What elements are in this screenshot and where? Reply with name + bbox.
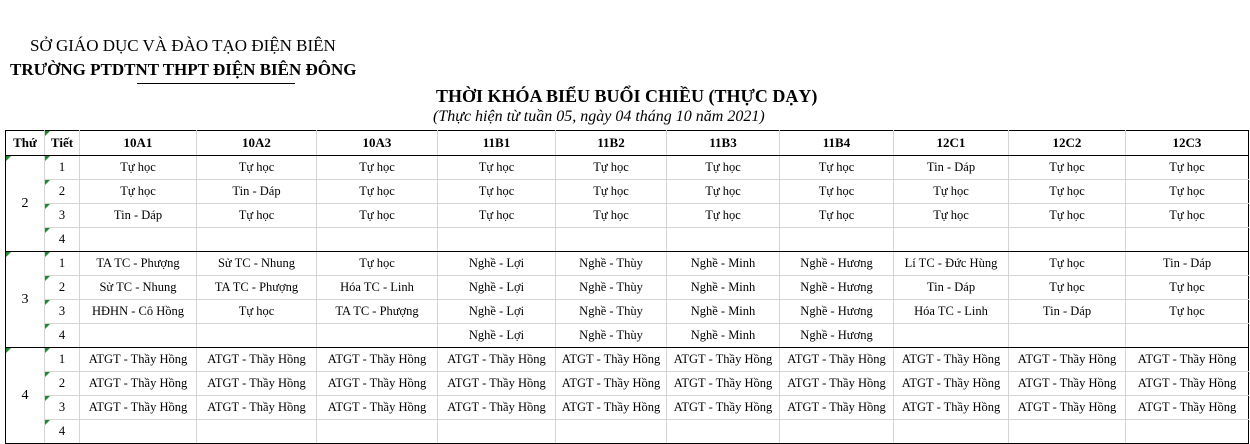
lesson-cell[interactable]: ATGT - Thầy Hồng: [667, 348, 780, 372]
lesson-cell[interactable]: Tự học: [1009, 276, 1126, 300]
lesson-cell[interactable]: [780, 420, 894, 444]
period-cell[interactable]: 4: [45, 420, 80, 444]
lesson-cell[interactable]: Tự học: [1126, 156, 1249, 180]
timetable-grid: [5, 130, 1249, 444]
lesson-cell[interactable]: Tự học: [80, 180, 197, 204]
lesson-cell[interactable]: [317, 228, 438, 252]
lesson-cell[interactable]: Tự học: [556, 204, 667, 228]
period-cell[interactable]: 1: [45, 156, 80, 180]
lesson-cell[interactable]: Tự học: [667, 204, 780, 228]
lesson-cell[interactable]: ATGT - Thầy Hồng: [197, 348, 317, 372]
lesson-cell[interactable]: [1126, 420, 1249, 444]
lesson-cell[interactable]: Nghề - Hương: [780, 276, 894, 300]
lesson-cell[interactable]: Nghề - Thùy: [556, 300, 667, 324]
header-thu[interactable]: Thứ: [6, 131, 45, 156]
lesson-cell[interactable]: ATGT - Thầy Hồng: [667, 396, 780, 420]
lesson-cell[interactable]: ATGT - Thầy Hồng: [894, 396, 1009, 420]
lesson-cell[interactable]: TA TC - Phượng: [80, 252, 197, 276]
lesson-cell[interactable]: Nghề - Minh: [667, 300, 780, 324]
timetable-row: [6, 204, 1249, 228]
lesson-cell[interactable]: [80, 228, 197, 252]
timetable-row: [6, 228, 1249, 252]
timetable-row: [6, 420, 1249, 444]
lesson-cell[interactable]: ATGT - Thầy Hồng: [80, 348, 197, 372]
lesson-cell[interactable]: [317, 324, 438, 348]
period-cell[interactable]: 1: [45, 252, 80, 276]
lesson-cell[interactable]: ATGT - Thầy Hồng: [317, 372, 438, 396]
timetable-row: [6, 348, 1249, 372]
lesson-cell[interactable]: Nghề - Lợi: [438, 276, 556, 300]
lesson-cell[interactable]: ATGT - Thầy Hồng: [556, 372, 667, 396]
lesson-cell[interactable]: Tự học: [780, 156, 894, 180]
lesson-cell[interactable]: Tự học: [780, 204, 894, 228]
lesson-cell[interactable]: Tin - Dáp: [80, 204, 197, 228]
lesson-cell[interactable]: Tự học: [317, 252, 438, 276]
lesson-cell[interactable]: HĐHN - Cô Hồng: [80, 300, 197, 324]
header-class[interactable]: 11B2: [556, 131, 667, 156]
lesson-cell[interactable]: Tin - Dáp: [894, 156, 1009, 180]
lesson-cell[interactable]: Tự học: [438, 180, 556, 204]
lesson-cell[interactable]: Hóa TC - Linh: [894, 300, 1009, 324]
lesson-cell[interactable]: Lí TC - Đức Hùng: [894, 252, 1009, 276]
header-tiet[interactable]: Tiết: [45, 131, 80, 156]
lesson-cell[interactable]: Sử TC - Nhung: [197, 252, 317, 276]
lesson-cell[interactable]: Tự học: [80, 156, 197, 180]
header-class[interactable]: 12C2: [1009, 131, 1126, 156]
lesson-cell[interactable]: Nghề - Lợi: [438, 300, 556, 324]
lesson-cell[interactable]: [1009, 420, 1126, 444]
lesson-cell[interactable]: Tự học: [1126, 300, 1249, 324]
lesson-cell[interactable]: Nghề - Minh: [667, 324, 780, 348]
lesson-cell[interactable]: ATGT - Thầy Hồng: [667, 372, 780, 396]
timetable-body: [6, 156, 1249, 444]
period-cell[interactable]: 4: [45, 228, 80, 252]
day-cell[interactable]: 3: [6, 252, 45, 348]
day-cell[interactable]: 2: [6, 156, 45, 252]
lesson-cell[interactable]: Nghề - Thùy: [556, 276, 667, 300]
period-cell[interactable]: 2: [45, 372, 80, 396]
lesson-cell[interactable]: ATGT - Thầy Hồng: [780, 396, 894, 420]
header-row: [6, 131, 1249, 156]
school-name: TRƯỜNG PTDTNT THPT ĐIỆN BIÊN ĐÔNG: [10, 60, 357, 79]
lesson-cell[interactable]: Tự học: [894, 204, 1009, 228]
header-class[interactable]: 10A2: [197, 131, 317, 156]
timetable-row: [6, 180, 1249, 204]
lesson-cell[interactable]: ATGT - Thầy Hồng: [894, 348, 1009, 372]
period-cell[interactable]: 2: [45, 180, 80, 204]
lesson-cell[interactable]: [667, 228, 780, 252]
lesson-cell[interactable]: Tin - Dáp: [1009, 300, 1126, 324]
lesson-cell[interactable]: ATGT - Thầy Hồng: [197, 372, 317, 396]
header-class[interactable]: 11B4: [780, 131, 894, 156]
lesson-cell[interactable]: [1126, 324, 1249, 348]
lesson-cell[interactable]: ATGT - Thầy Hồng: [317, 396, 438, 420]
period-cell[interactable]: 3: [45, 300, 80, 324]
lesson-cell[interactable]: Nghề - Hương: [780, 300, 894, 324]
lesson-cell[interactable]: Tin - Dáp: [894, 276, 1009, 300]
lesson-cell[interactable]: Tự học: [197, 156, 317, 180]
timetable-subtitle: (Thực hiện từ tuần 05, ngày 04 tháng 10 năm 2021): [433, 108, 765, 125]
timetable-row: [6, 156, 1249, 180]
lesson-cell[interactable]: [438, 228, 556, 252]
header-class[interactable]: 11B1: [438, 131, 556, 156]
lesson-cell[interactable]: ATGT - Thầy Hồng: [80, 372, 197, 396]
lesson-cell[interactable]: [197, 228, 317, 252]
header-class[interactable]: 12C1: [894, 131, 1009, 156]
lesson-cell[interactable]: Nghề - Minh: [667, 276, 780, 300]
lesson-cell[interactable]: Tự học: [667, 180, 780, 204]
timetable-row: [6, 300, 1249, 324]
lesson-cell[interactable]: [197, 420, 317, 444]
header-class[interactable]: 12C3: [1126, 131, 1249, 156]
lesson-cell[interactable]: Nghề - Hương: [780, 324, 894, 348]
timetable-title: THỜI KHÓA BIỂU BUỔI CHIỀU (THỰC DẠY): [436, 86, 818, 106]
header-class[interactable]: 11B3: [667, 131, 780, 156]
lesson-cell[interactable]: Tin - Dáp: [197, 180, 317, 204]
lesson-cell[interactable]: Tự học: [1009, 204, 1126, 228]
period-cell[interactable]: 3: [45, 204, 80, 228]
lesson-cell[interactable]: ATGT - Thầy Hồng: [1009, 372, 1126, 396]
lesson-cell[interactable]: ATGT - Thầy Hồng: [438, 348, 556, 372]
lesson-cell[interactable]: Tự học: [438, 156, 556, 180]
lesson-cell[interactable]: [556, 420, 667, 444]
lesson-cell[interactable]: ATGT - Thầy Hồng: [1126, 396, 1249, 420]
header-class[interactable]: 10A1: [80, 131, 197, 156]
lesson-cell[interactable]: ATGT - Thầy Hồng: [894, 372, 1009, 396]
period-cell[interactable]: 1: [45, 348, 80, 372]
header-class[interactable]: 10A3: [317, 131, 438, 156]
day-cell[interactable]: 4: [6, 348, 45, 444]
lesson-cell[interactable]: Tự học: [556, 156, 667, 180]
lesson-cell[interactable]: [1009, 228, 1126, 252]
lesson-cell[interactable]: ATGT - Thầy Hồng: [780, 372, 894, 396]
lesson-cell[interactable]: Tự học: [197, 300, 317, 324]
lesson-cell[interactable]: ATGT - Thầy Hồng: [438, 396, 556, 420]
lesson-cell[interactable]: Tự học: [317, 156, 438, 180]
lesson-cell[interactable]: Nghề - Minh: [667, 252, 780, 276]
school-underline: [137, 83, 295, 84]
lesson-cell[interactable]: [894, 228, 1009, 252]
timetable-row: [6, 276, 1249, 300]
lesson-cell[interactable]: [317, 420, 438, 444]
lesson-cell[interactable]: ATGT - Thầy Hồng: [556, 348, 667, 372]
lesson-cell[interactable]: Tự học: [438, 204, 556, 228]
lesson-cell[interactable]: Tự học: [556, 180, 667, 204]
lesson-cell[interactable]: [894, 420, 1009, 444]
lesson-cell[interactable]: Tự học: [780, 180, 894, 204]
lesson-cell[interactable]: Sử TC - Nhung: [80, 276, 197, 300]
lesson-cell[interactable]: [80, 420, 197, 444]
lesson-cell[interactable]: [894, 324, 1009, 348]
lesson-cell[interactable]: TA TC - Phượng: [317, 300, 438, 324]
timetable-row: [6, 252, 1249, 276]
lesson-cell[interactable]: [1126, 228, 1249, 252]
lesson-cell[interactable]: Tự học: [667, 156, 780, 180]
lesson-cell[interactable]: ATGT - Thầy Hồng: [780, 348, 894, 372]
lesson-cell[interactable]: Nghề - Lợi: [438, 252, 556, 276]
lesson-cell[interactable]: Tự học: [317, 204, 438, 228]
lesson-cell[interactable]: ATGT - Thầy Hồng: [1126, 372, 1249, 396]
lesson-cell[interactable]: Hóa TC - Linh: [317, 276, 438, 300]
lesson-cell[interactable]: Nghề - Thùy: [556, 324, 667, 348]
lesson-cell[interactable]: Tự học: [894, 180, 1009, 204]
lesson-cell[interactable]: Nghề - Thùy: [556, 252, 667, 276]
lesson-cell[interactable]: ATGT - Thầy Hồng: [317, 348, 438, 372]
lesson-cell[interactable]: Tự học: [317, 180, 438, 204]
lesson-cell[interactable]: TA TC - Phượng: [197, 276, 317, 300]
period-cell[interactable]: 4: [45, 324, 80, 348]
lesson-cell[interactable]: [438, 420, 556, 444]
lesson-cell[interactable]: Tự học: [197, 204, 317, 228]
lesson-cell[interactable]: Tự học: [1009, 180, 1126, 204]
lesson-cell[interactable]: Tự học: [1126, 204, 1249, 228]
period-cell[interactable]: 2: [45, 276, 80, 300]
lesson-cell[interactable]: ATGT - Thầy Hồng: [1009, 396, 1126, 420]
lesson-cell[interactable]: ATGT - Thầy Hồng: [1009, 348, 1126, 372]
lesson-cell[interactable]: Tin - Dáp: [1126, 252, 1249, 276]
period-cell[interactable]: 3: [45, 396, 80, 420]
lesson-cell[interactable]: ATGT - Thầy Hồng: [556, 396, 667, 420]
lesson-cell[interactable]: [556, 228, 667, 252]
lesson-cell[interactable]: Tự học: [1009, 252, 1126, 276]
lesson-cell[interactable]: Nghề - Hương: [780, 252, 894, 276]
lesson-cell[interactable]: ATGT - Thầy Hồng: [438, 372, 556, 396]
lesson-cell[interactable]: Tự học: [1126, 276, 1249, 300]
department-name: SỞ GIÁO DỤC VÀ ĐÀO TẠO ĐIỆN BIÊN: [30, 36, 336, 55]
lesson-cell[interactable]: Tự học: [1126, 180, 1249, 204]
lesson-cell[interactable]: [1009, 324, 1126, 348]
timetable-row: [6, 372, 1249, 396]
timetable-row: [6, 324, 1249, 348]
timetable-row: [6, 396, 1249, 420]
lesson-cell[interactable]: ATGT - Thầy Hồng: [1126, 348, 1249, 372]
lesson-cell[interactable]: [780, 228, 894, 252]
lesson-cell[interactable]: [197, 324, 317, 348]
lesson-cell[interactable]: Nghề - Lợi: [438, 324, 556, 348]
lesson-cell[interactable]: [667, 420, 780, 444]
lesson-cell[interactable]: [80, 324, 197, 348]
lesson-cell[interactable]: ATGT - Thầy Hồng: [197, 396, 317, 420]
lesson-cell[interactable]: Tự học: [1009, 156, 1126, 180]
lesson-cell[interactable]: ATGT - Thầy Hồng: [80, 396, 197, 420]
